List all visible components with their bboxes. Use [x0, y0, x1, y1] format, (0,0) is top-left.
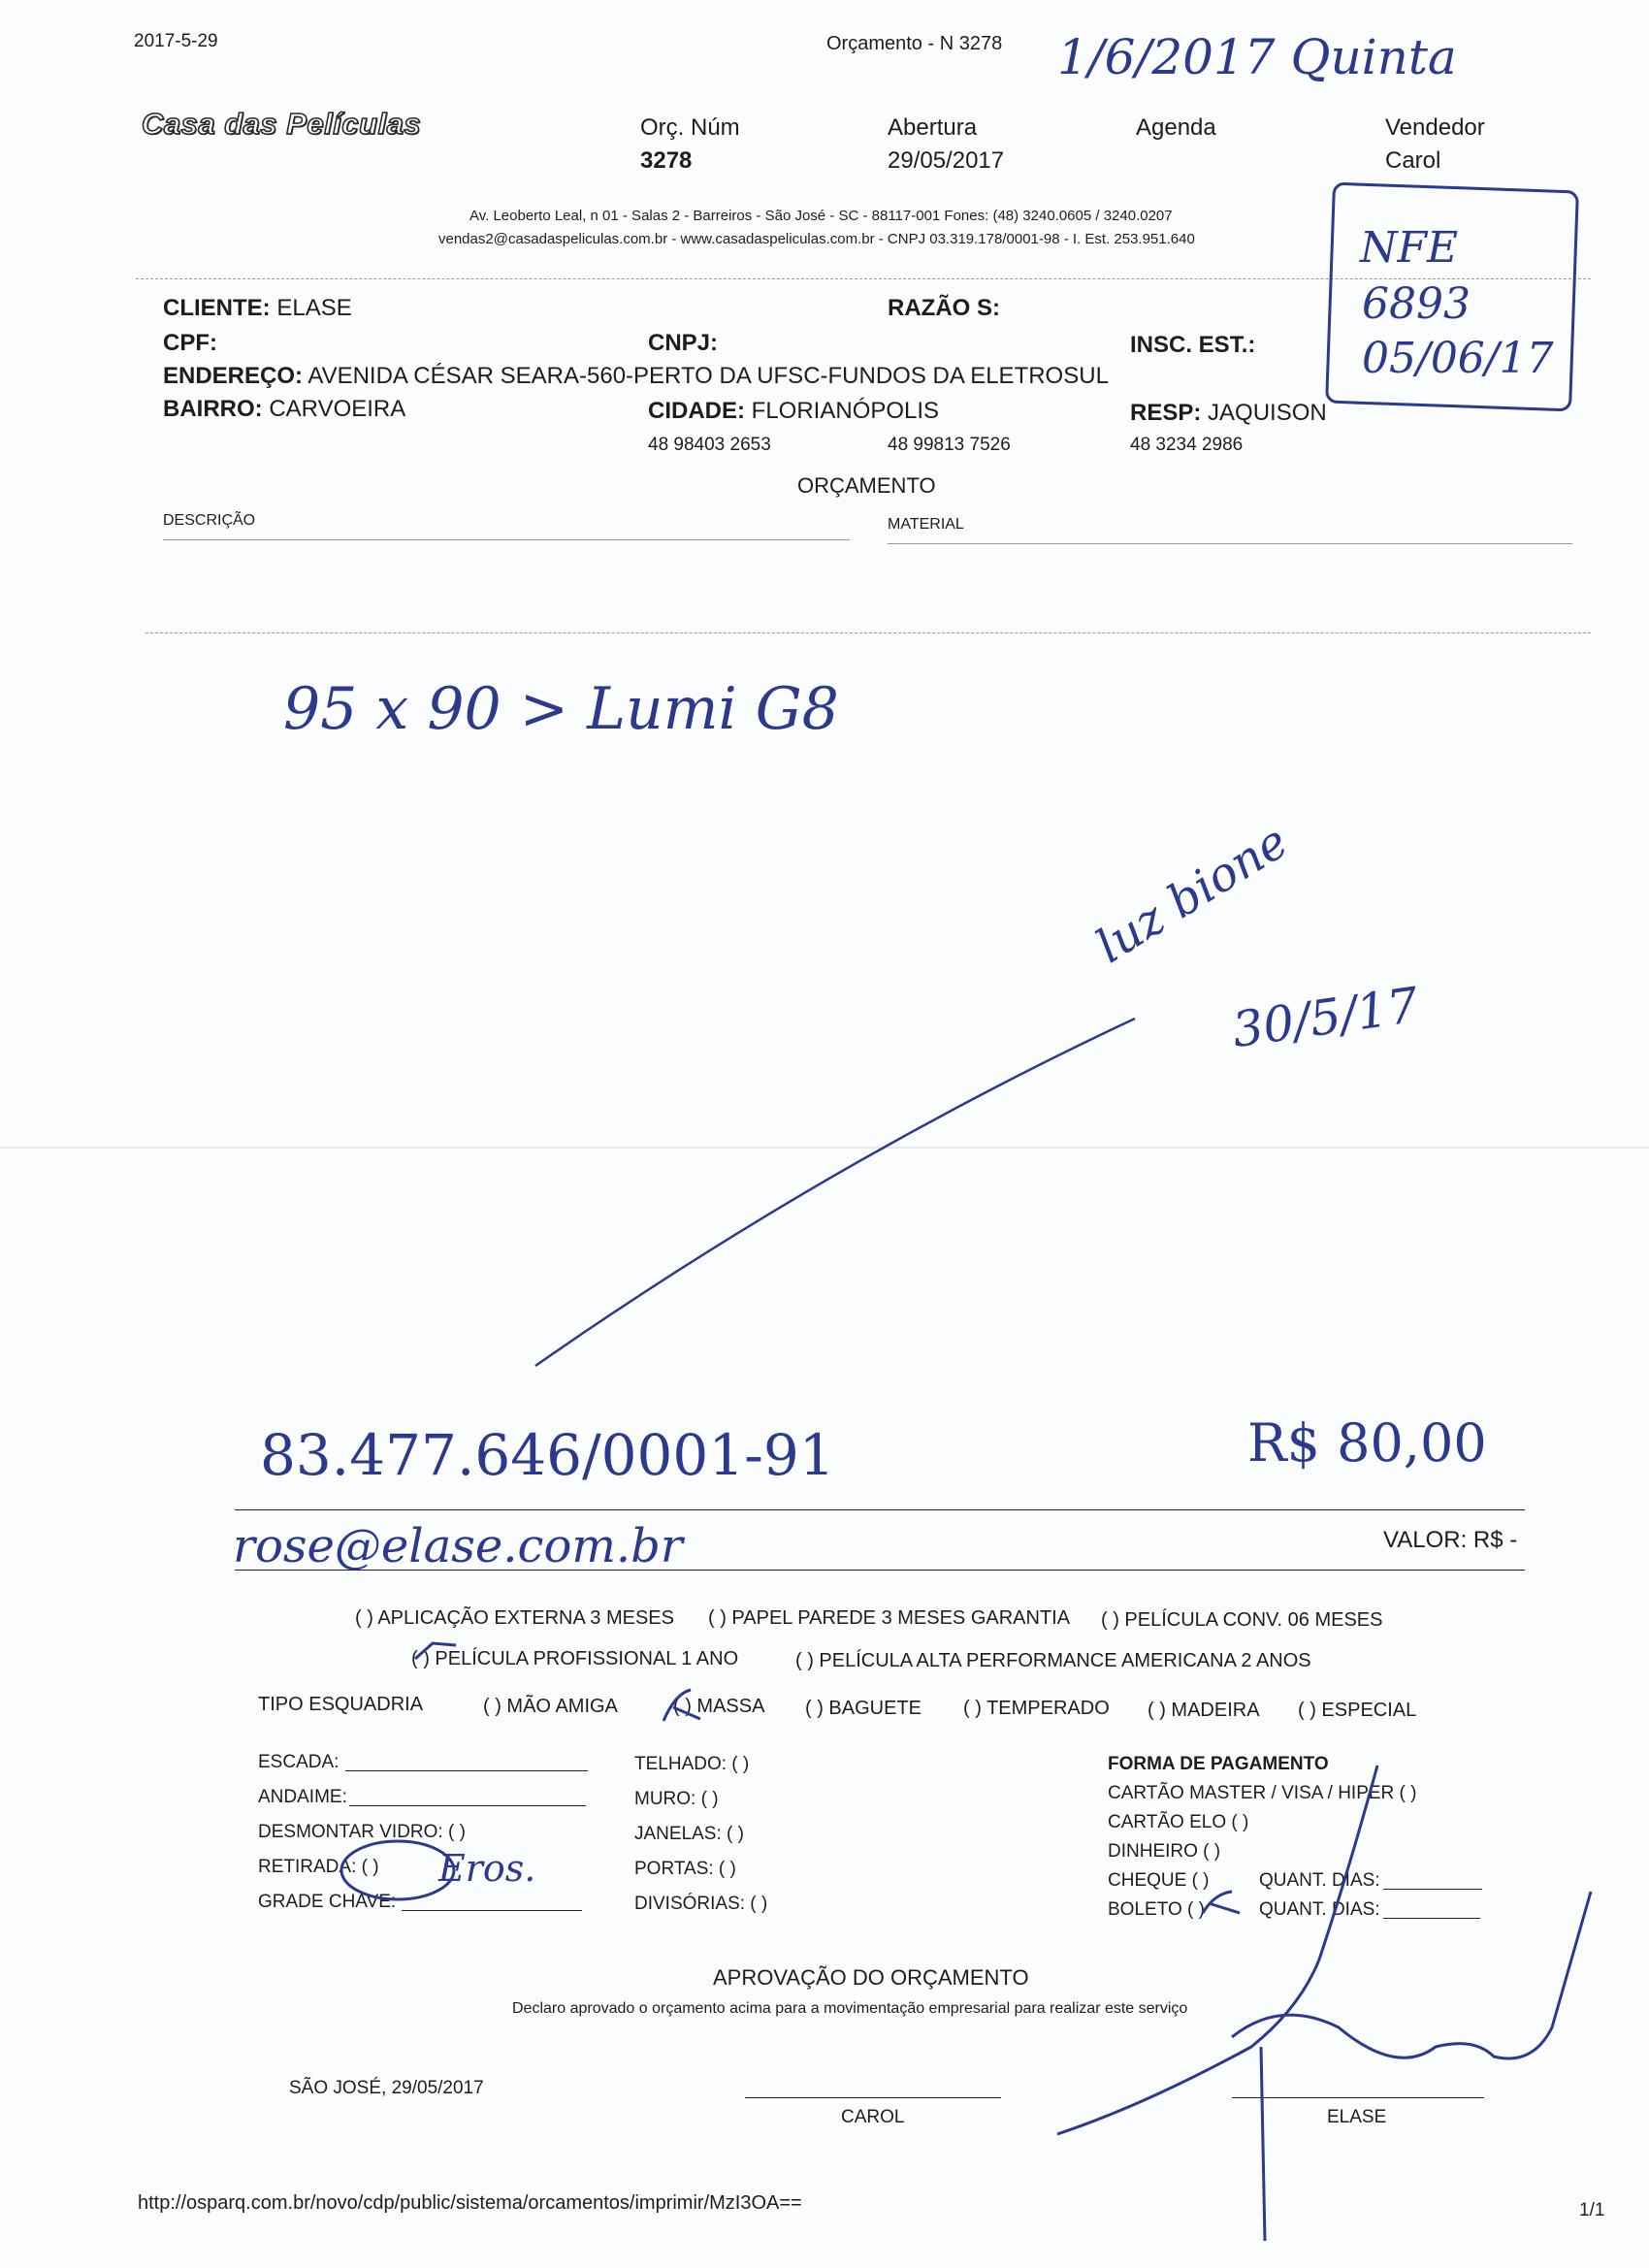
cheque-quant-dias-label: QUANT. DIAS: — [1259, 1870, 1380, 1891]
divisorias-option[interactable]: DIVISÓRIAS: ( ) — [634, 1894, 768, 1914]
handwritten-retirada-note: Eros. — [438, 1847, 536, 1890]
place-date: SÃO JOSÉ, 29/05/2017 — [289, 2078, 484, 2098]
payment-cartao-master[interactable]: CARTÃO MASTER / VISA / HIPER ( ) — [1108, 1783, 1417, 1803]
abertura-label: Abertura — [888, 114, 978, 141]
resp-value: JAQUISON — [1208, 400, 1327, 426]
muro-option[interactable]: MURO: ( ) — [634, 1789, 719, 1809]
boleto-quant-dias-label: QUANT. DIAS: — [1259, 1899, 1380, 1920]
phone-3: 48 3234 2986 — [1130, 435, 1244, 455]
handwritten-cnpj: 83.477.646/0001-91 — [260, 1422, 835, 1488]
option-pelicula-profissional[interactable]: ( ) PELÍCULA PROFISSIONAL 1 ANO — [411, 1648, 739, 1669]
bairro-value: CARVOEIRA — [269, 396, 406, 422]
diagonal-strikeline — [535, 1019, 1135, 1366]
orc-num-value: 3278 — [640, 147, 693, 174]
handwritten-diagonal-name: luz bione — [1086, 814, 1298, 974]
resp-label: RESP: — [1130, 400, 1202, 426]
cidade-value: FLORIANÓPOLIS — [751, 398, 940, 424]
orc-num-label: Orç. Núm — [640, 114, 740, 141]
handwritten-nfe-date: 05/06/17 — [1362, 334, 1554, 383]
telhado-option[interactable]: TELHADO: ( ) — [634, 1754, 750, 1774]
approval-title: APROVAÇÃO DO ORÇAMENTO — [713, 1965, 1029, 1990]
handwritten-email: rose@elase.com.br — [233, 1519, 683, 1573]
razao-label: RAZÃO S: — [888, 295, 1000, 321]
company-address: Av. Leoberto Leal, n 01 - Salas 2 - Barreiros - São José - SC - 88117-001 Fones: (48) 3240.0605 / 3240.0207 — [469, 208, 1173, 224]
handwritten-diagonal-date: 30/5/17 — [1228, 976, 1422, 1059]
abertura-value: 29/05/2017 — [888, 147, 1005, 174]
esquadria-baguete[interactable]: ( ) BAGUETE — [805, 1698, 922, 1719]
elase-signature — [1057, 1766, 1591, 2241]
bairro-label: BAIRRO: — [163, 396, 263, 422]
massa-checkmark — [663, 1690, 700, 1721]
handwritten-valor: R$ 80,00 — [1247, 1412, 1487, 1474]
retirada-circle — [341, 1841, 454, 1899]
company-logo: Casa das Películas — [142, 107, 422, 141]
cliente-value: ELASE — [276, 295, 352, 321]
approval-statement: Declaro aprovado o orçamento acima para a movimentação empresarial para realizar este serviço — [512, 2000, 1188, 2017]
option-papel-parede[interactable]: ( ) PAPEL PAREDE 3 MESES GARANTIA — [708, 1607, 1071, 1629]
payment-boleto[interactable]: BOLETO ( ) — [1108, 1899, 1205, 1920]
janelas-option[interactable]: JANELAS: ( ) — [634, 1824, 744, 1844]
print-url: http://osparq.com.br/novo/cdp/public/sistema/orcamentos/imprimir/MzI3OA== — [138, 2192, 802, 2214]
vendedor-label: Vendedor — [1385, 114, 1485, 141]
esquadria-madeira[interactable]: ( ) MADEIRA — [1148, 1700, 1260, 1721]
handwritten-nfe-label: NFE — [1360, 223, 1459, 273]
payment-cheque[interactable]: CHEQUE ( ) — [1108, 1870, 1210, 1891]
valor-label: VALOR: R$ - — [1383, 1527, 1518, 1553]
profissional-checkmark — [415, 1643, 456, 1659]
cidade-label: CIDADE: — [648, 398, 745, 424]
material-label: MATERIAL — [888, 516, 964, 533]
portas-option[interactable]: PORTAS: ( ) — [634, 1859, 736, 1879]
option-aplicacao-externa[interactable]: ( ) APLICAÇÃO EXTERNA 3 MESES — [355, 1607, 674, 1629]
desmontar-vidro-option[interactable]: DESMONTAR VIDRO: ( ) — [258, 1822, 466, 1842]
print-date: 2017-5-29 — [134, 31, 218, 51]
cnpj-label: CNPJ: — [648, 330, 719, 356]
boleto-checkmark — [1203, 1892, 1240, 1913]
andaime-label: ANDAIME: — [258, 1787, 347, 1807]
print-page-number: 1/1 — [1579, 2200, 1605, 2220]
payment-title: FORMA DE PAGAMENTO — [1108, 1754, 1329, 1774]
signature-name-elase: ELASE — [1327, 2107, 1387, 2127]
endereco-value: AVENIDA CÉSAR SEARA-560-PERTO DA UFSC-FUNDOS DA ELETROSUL — [307, 363, 1109, 389]
esquadria-massa[interactable]: ( ) MASSA — [673, 1696, 765, 1717]
esquadria-label: TIPO ESQUADRIA — [258, 1694, 424, 1715]
esquadria-especial[interactable]: ( ) ESPECIAL — [1298, 1700, 1417, 1721]
esquadria-temperado[interactable]: ( ) TEMPERADO — [963, 1698, 1110, 1719]
cpf-label: CPF: — [163, 330, 217, 356]
handwritten-nfe-number: 6893 — [1362, 279, 1471, 329]
escada-label: ESCADA: — [258, 1752, 340, 1772]
payment-dinheiro[interactable]: DINHEIRO ( ) — [1108, 1841, 1221, 1862]
grade-chave-label: GRADE CHAVE: — [258, 1892, 397, 1912]
cliente-label: CLIENTE: — [163, 295, 271, 321]
payment-cartao-elo[interactable]: CARTÃO ELO ( ) — [1108, 1812, 1249, 1832]
option-pelicula-conv[interactable]: ( ) PELÍCULA CONV. 06 MESES — [1101, 1609, 1383, 1631]
agenda-label: Agenda — [1136, 114, 1216, 141]
handwritten-item-description: 95 x 90 > Lumi G8 — [283, 675, 839, 743]
option-pelicula-alta-performance[interactable]: ( ) PELÍCULA ALTA PERFORMANCE AMERICANA 2 ANOS — [795, 1650, 1311, 1671]
signature-name-carol: CAROL — [841, 2107, 905, 2127]
print-doc-title: Orçamento - N 3278 — [826, 33, 1003, 54]
handwritten-top-date: 1/6/2017 Quinta — [1057, 29, 1457, 85]
vendedor-value: Carol — [1385, 147, 1441, 174]
descricao-label: DESCRIÇÃO — [163, 512, 256, 529]
endereco-label: ENDEREÇO: — [163, 363, 304, 389]
company-contact: vendas2@casadaspeliculas.com.br - www.casadaspeliculas.com.br - CNPJ 03.319.178/0001-98 - I. Est. 253.951.640 — [438, 231, 1195, 247]
phone-2: 48 99813 7526 — [888, 435, 1011, 455]
insc-est-label: INSC. EST.: — [1130, 332, 1256, 358]
phone-1: 48 98403 2653 — [648, 435, 771, 455]
retirada-option[interactable]: RETIRADA: ( ) — [258, 1857, 379, 1877]
orcamento-title: ORÇAMENTO — [797, 473, 936, 498]
esquadria-mao-amiga[interactable]: ( ) MÃO AMIGA — [483, 1696, 618, 1717]
